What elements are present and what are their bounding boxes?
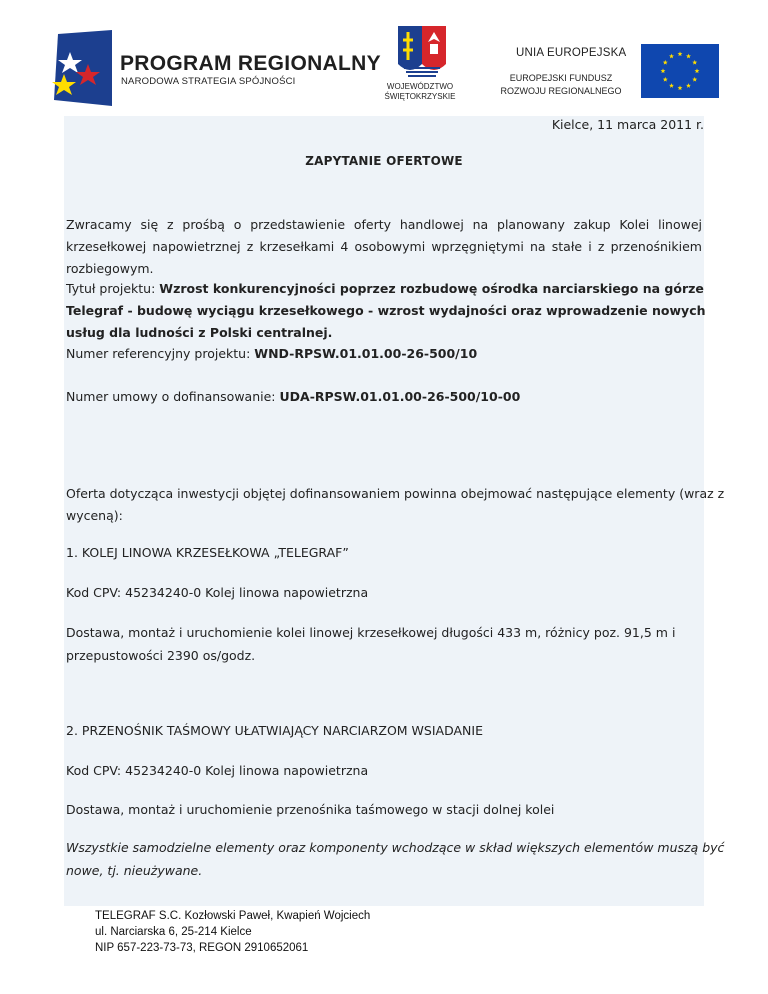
footer-company-name: TELEGRAF S.C. Kozłowski Paweł, Kwapień Wojciech: [95, 910, 371, 922]
intro-paragraph: Zwracamy się z prośbą o przedstawienie oferty handlowej na planowany zakup Kolei linowej krzesełkowej napowietrznej z krzesełkami 4 osobowymi wprzęgniętymi na stałe i z przenośnikiem rozbiegowym.: [66, 217, 702, 276]
project-title-value-1: Wzrost konkurencyjności poprzez rozbudowę ośrodka narciarskiego na górze: [159, 281, 704, 296]
region-name-line2: ŚWIĘTOKRZYSKIE: [384, 92, 456, 101]
ue-fund-line2: ROZWOJU REGIONALNEGO: [500, 86, 622, 96]
item1-desc-line2: przepustowości 2390 os/godz.: [66, 648, 256, 663]
program-subtitle: NARODOWA STRATEGIA SPÓJNOŚCI: [121, 76, 296, 87]
item1-desc-line1: Dostawa, montaż i uruchomienie kolei linowej krzesełkowej długości 433 m, różnicy poz. 91,5 m i: [66, 625, 676, 640]
ue-title: UNIA EUROPEJSKA: [516, 47, 627, 59]
swietokrzyskie-coat-of-arms-icon: [392, 24, 452, 84]
item1-title: 1. KOLEJ LINOWA KRZESEŁKOWA „TELEGRAF”: [66, 545, 349, 560]
footer-tax-ids: NIP 657-223-73-73, REGON 2910652061: [95, 942, 309, 954]
offer-intro-line1: Oferta dotycząca inwestycji objętej dofinansowaniem powinna obejmować następujące elementy (wraz z: [66, 486, 725, 501]
project-title-line3: [66, 322, 332, 344]
project-title-label: Tytuł projektu:: [66, 281, 160, 296]
region-name-line1: WOJEWÓDZTWO: [386, 82, 454, 91]
project-title-value-2: Telegraf - budowę wyciągu krzesełkowego - wzrost wydajności oraz wprowadzenie nowych: [66, 303, 706, 318]
ue-fund-name: [498, 72, 624, 98]
reference-label: Numer referencyjny projektu:: [66, 346, 255, 361]
document-date: Kielce, 11 marca 2011 r.: [551, 117, 704, 132]
agreement-label: Numer umowy o dofinansowanie:: [66, 389, 280, 404]
reference-value: WND-RPSW.01.01.00-26-500/10: [254, 346, 478, 361]
region-name: [372, 82, 468, 102]
note-line1: Wszystkie samodzielne elementy oraz komponenty wchodzące w skład większych elementów muszą być: [66, 840, 725, 855]
agreement-value: UDA-RPSW.01.01.00-26-500/10-00: [279, 389, 521, 404]
project-title-line2: [66, 300, 706, 322]
agreement-number: [66, 386, 520, 408]
eu-flag-icon: [641, 44, 719, 98]
item2-cpv: Kod CPV: 45234240-0 Kolej linowa napowietrzna: [66, 763, 369, 778]
page-header: [0, 0, 768, 115]
ue-fund-line1: EUROPEJSKI FUNDUSZ: [509, 73, 613, 83]
note-line2: nowe, tj. nieużywane.: [66, 863, 203, 878]
document-heading: ZAPYTANIE OFERTOWE: [305, 154, 463, 168]
item2-title: 2. PRZENOŚNIK TAŚMOWY UŁATWIAJĄCY NARCIARZOM WSIADANIE: [66, 723, 483, 738]
item2-desc: Dostawa, montaż i uruchomienie przenośnika taśmowego w stacji dolnej kolei: [66, 802, 555, 817]
reference-number: [66, 343, 477, 365]
project-title-line1: [66, 278, 704, 300]
offer-intro-line2: wyceną):: [66, 508, 123, 523]
footer-address: ul. Narciarska 6, 25-214 Kielce: [95, 926, 252, 938]
program-regionalny-logo: [52, 30, 114, 106]
program-title: PROGRAM REGIONALNY: [120, 52, 381, 75]
project-title-value-3: usług dla ludności z Polski centralnej.: [66, 325, 333, 340]
item1-cpv: Kod CPV: 45234240-0 Kolej linowa napowietrzna: [66, 585, 369, 600]
company-footer: [95, 908, 370, 956]
